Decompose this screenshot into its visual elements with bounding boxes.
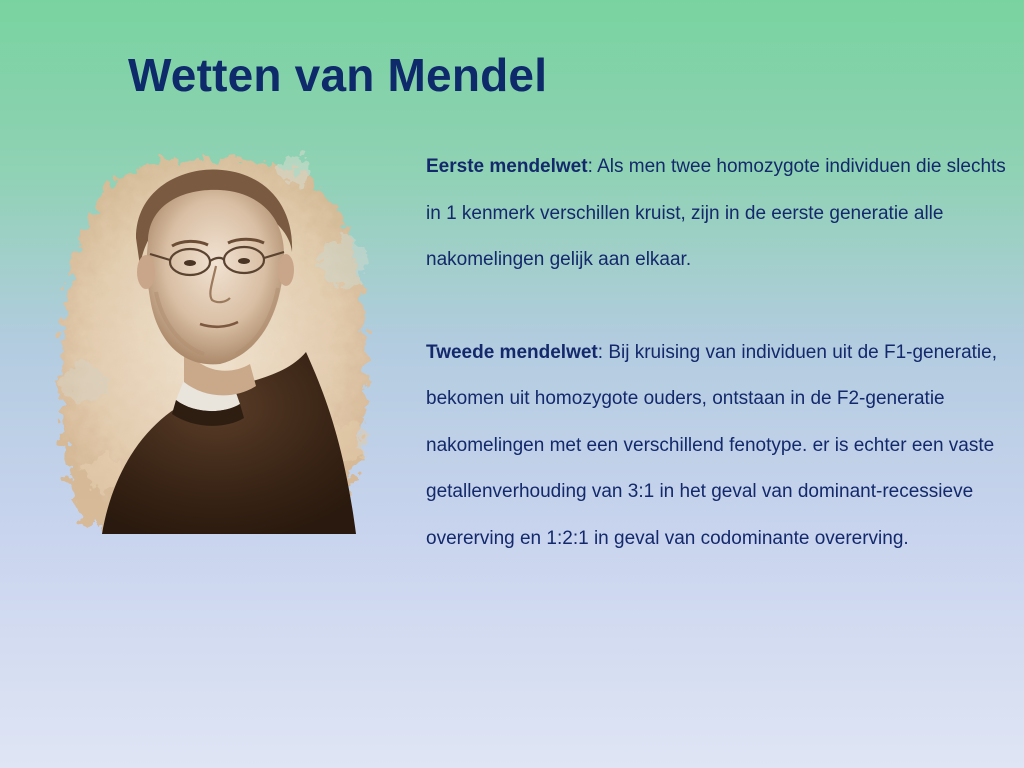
second-law-paragraph	[426, 330, 1006, 563]
first-law-paragraph	[426, 144, 1006, 284]
first-law-text: : Als men twee homozygote individuen die slechts in 1 kenmerk verschillen kruist, zijn in de eerste generatie alle nakomelingen gelijk aan elkaar.	[426, 156, 1006, 270]
mendel-portrait	[44, 142, 376, 534]
second-law-text: : Bij kruising van individuen uit de F1-generatie, bekomen uit homozygote ouders, ontstaan in de F2-generatie nakomelingen met een verschillend fenotype. er is echter een vaste getallenverhouding van 3:1 in het geval van dominant-recessieve overerving en 1:2:1 in geval van codominante overerving.	[426, 341, 997, 549]
second-law-label: Tweede mendelwet	[426, 341, 598, 363]
first-law-label: Eerste mendelwet	[426, 156, 588, 177]
laws-text	[426, 144, 1006, 562]
slide-title: Wetten van Mendel	[128, 49, 548, 101]
